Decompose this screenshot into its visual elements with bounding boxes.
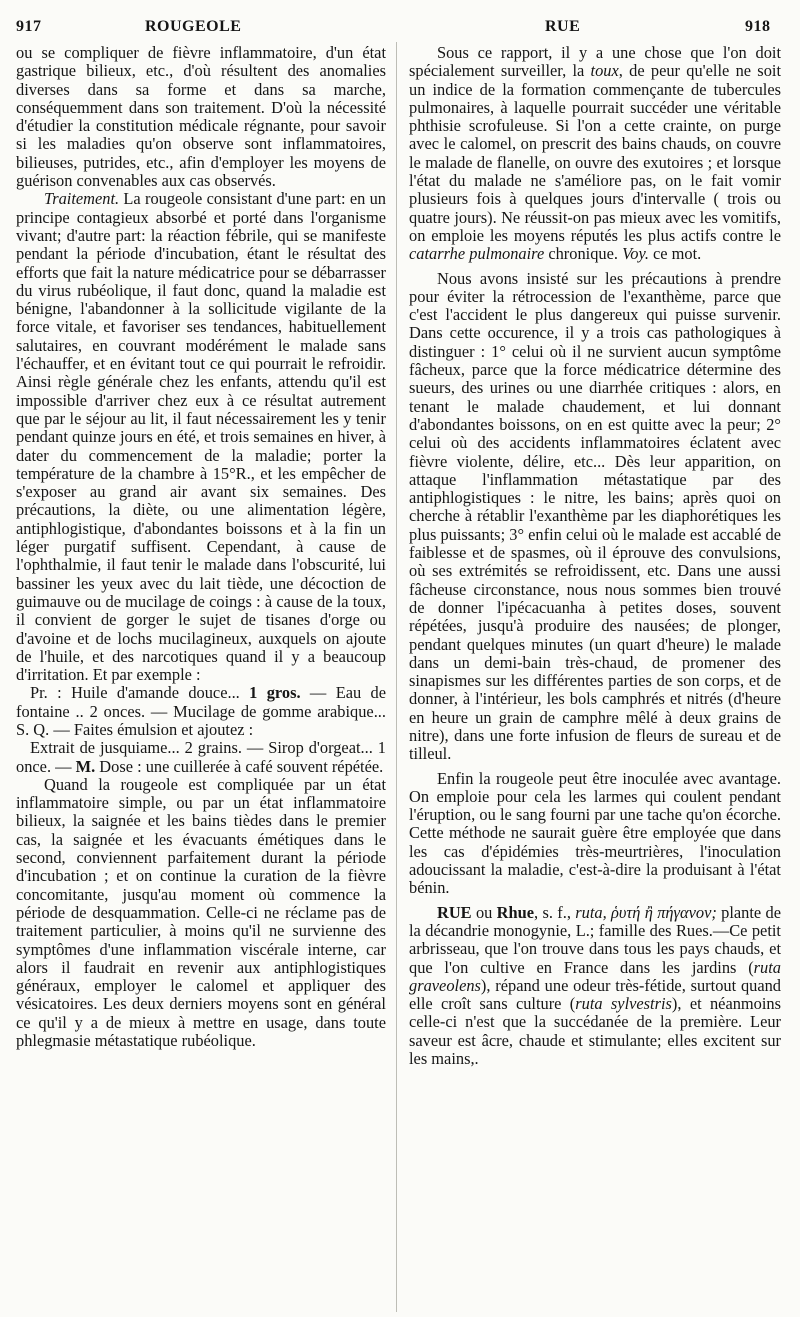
paragraph-inoculation: Enfin la rougeole peut être inoculée avec avantage. On emploie pour cela les larmes qui coulent pendant l'éruption, ou le sang fourni par une tache qu'on écorche. Cette méthode ne saurait guère être employée que dans les cas d'épidémies très-meurtrières, l'inoculation adoucissant la maladie, c'est-à-dire la produisant à l'état bénin. <box>409 768 781 898</box>
right-column <box>409 44 781 1068</box>
entry-rue: RUE ou Rhue, s. f., ruta, ῥυτή ἢ πήγανον; plante de la décandrie monogynie, L.; famille des Rues.—Ce petit arbrisseau, que l'on trouve dans tous les pays chauds, et que l'on cultive en France dans les jardins (ruta graveolens), répand une odeur très-fétide, surtout quand elle croît sans culture (ruta sylvestris), et néanmoins celle-ci n'est que la succédanée de la première. Leur saveur est âcre, chaude et stimulante; elles excitent sur les mains,. <box>409 902 782 1069</box>
paragraph-traitement: Traitement. La rougeole consistant d'une part: en un principe contagieux absorbé et porté dans l'organisme vivant; d'autre part: la réaction fébrile, qui se manifeste pendant la période d'incubation, étant le résultat des efforts que fait la nature médicatrice pour se débarrasser du virus rubéolique, il faut donc, quand la maladie est bénigne, l'abandonner à la sollicitude vigilante de la force vitale, et favoriser ses tendances, habituellement salutaires, en couvrant modérément le malade sans l'échauffer, et en évitant tout ce qui pourrait le refroidir. Ainsi règle générale chez les enfants, attendu qu'il est impossible d'arriver chez eux à ce résultat autrement que par le séjour au lit, il faut nécessairement les y tenir pendant quinze jours en été, et trois semaines en hiver, à dater du commencement de la maladie; porter la température de la chambre à 15°R., et les empêcher de s'exposer au grand air avant six semaines. Des précautions, la diète, ou une alimentation légère, antiphlogistique, d'abondantes boissons et à la fin un léger purgatif suffisent. Cependant, à cause de l'ophthalmie, il faut tenir le malade dans l'obscurité, lui bassiner les yeux avec du lait tiède, une décoction de guimauve ou de mucilage de coings : à cause de la toux, il convient de gorger le sujet de tisanes d'orge ou d'avoine et de lochs mucilagineux, auxquels on ajoute de l'huile, et des narcotiques quand il y a beaucoup d'irritation. Et par exemple : <box>16 189 386 685</box>
formula-additions: Extrait de jusquiame... 2 grains. — Sirop d'orgeat... 1 once. — M. Dose : une cuillerée à café souvent répétée. <box>16 738 386 776</box>
left-page-number: 917 <box>16 18 42 35</box>
right-running-head: RUE <box>545 18 581 35</box>
entry-headword: RUE <box>437 902 472 922</box>
formula-emulsion: Pr. : Huile d'amande douce... 1 gros. — Eau de fontaine .. 2 onces. — Mucilage de gomme arabique... S. Q. — Faites émulsion et ajoutez : <box>16 683 387 739</box>
left-running-head: ROUGEOLE <box>145 18 242 35</box>
paragraph-retrocession: Nous avons insisté sur les précautions à prendre pour éviter la rétrocession de l'exanthème, parce que c'est l'accident le plus dangereux qui puisse survenir. Dans cette occurence, il y a trois cas pathologiques à distinguer : 1° celui où il ne survient aucun symptôme fâcheux, parce que la force médicatrice détermine des sueurs, des urines ou une diarrhée critiques : alors, en tenant le malade chaudement, et lui donnant d'abondantes boissons, on en est quitte avec la peur; 2° celui où des accidents inflammatoires éclatent avec fièvre violente, délire, etc... Dès leur apparition, on attaque l'inflammation métastatique par des antiphlogistiques : le nitre, les bains; après quoi on cherche à rétablir l'exanthème par les diaphorétiques les plus puissants; 3° enfin celui où le malade est accablé de faiblesse et de spasmes, où il éprouve des convulsions, où ses extrémités se refroidissent, etc. Dans une aussi fâcheuse circonstance, nous nous sommes bien trouvé de donner l'ipécacuanha à petites doses, souvent répétées, jusqu'à produire des nausées; de plonger, pendant quelques minutes (un quart d'heure) le malade dans un demi-bain très-chaud, de promener des sinapismes sur les différentes parties de son corps, et de donner, à l'intérieur, les bols camphrés et nitrés (d'heure en heure un grain de camphre mêlé à deux grains de nitre), dans une forte infusion de fleurs de sureau et de tilleul. <box>409 268 781 764</box>
left-column <box>16 44 386 1050</box>
paragraph-symptoms-end: ou se compliquer de fièvre inflammatoire, d'un état gastrique bilieux, etc., d'où résultent des anomalies diverses dans sa forme et dans sa marche, conséquemment dans son traitement. D'où la nécessité d'étudier la constitution médicale régnante, pour savoir si les maladies qu'on observe sont inflammatoires, bilieuses, putrides, etc., afin d'employer les moyens de guérison convenables aux cas observés. <box>16 43 386 191</box>
column-divider <box>396 42 397 1312</box>
paragraph-toux: Sous ce rapport, il y a une chose que l'on doit spécialement surveiller, la toux, de peur qu'elle ne soit un indice de la formation commençante de tubercules pulmonaires, à laquelle pourrait succéder une véritable phthisie scrofuleuse. Si l'on a cette crainte, on purge avec le calomel, on prescrit des bains chauds, on couvre le malade de flanelle, on ouvre des exutoires ; et lorsque l'état du malade ne s'améliore pas, on le fait vomir plusieurs fois à quelques jours d'intervalle ( trois ou quatre jours). Ne réussit-on pas mieux avec les vomitifs, on emploie les moyens réputés les plus actifs contre le catarrhe pulmonaire chronique. Voy. ce mot. <box>409 43 781 264</box>
traitement-label: Traitement. <box>44 189 120 209</box>
right-page-number: 918 <box>745 18 771 35</box>
paragraph-complications: Quand la rougeole est compliquée par un état inflammatoire simple, ou par un état inflammatoire bilieux, la saignée et les bains tièdes dans le premier cas, la saignée et les évacuants émétiques dans le second, conviennent parfaitement durant la période d'incubation ; et on continue la curation de la fièvre concomitante, jusqu'au moment où commence la période de desquammation. Celle-ci ne réclame pas de traitement particulier, à moins qu'il ne survienne des symptômes d'une inflammation viscérale interne, car alors il faudrait en revenir aux antiphlogistiques généraux, employer le calomel et appliquer des vésicatoires. Les deux derniers moyens sont en général ce qu'il y a de mieux à mettre en usage, dans toute phlegmasie métastatique rubéolique. <box>16 774 386 1051</box>
